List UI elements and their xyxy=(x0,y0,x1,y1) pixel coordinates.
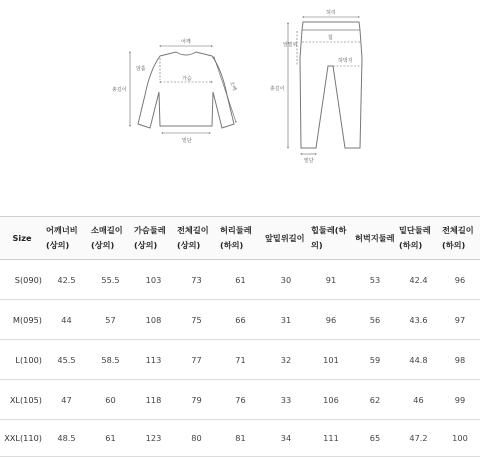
table-cell: 99 xyxy=(440,380,480,420)
chest-label: 가슴 xyxy=(182,76,192,82)
table-cell: 32 xyxy=(263,340,309,380)
table-cell: 101 xyxy=(309,340,353,380)
table-cell: 34 xyxy=(263,420,309,457)
thigh-label: 허벅지 xyxy=(338,58,353,64)
table-cell: 60 xyxy=(89,380,132,420)
table-cell: 44 xyxy=(44,300,89,340)
shoulder-label: 어깨 xyxy=(181,39,191,45)
table-cell: 42.5 xyxy=(44,260,89,300)
table-cell: 100 xyxy=(440,420,480,457)
table-cell: 43.6 xyxy=(397,300,440,340)
table-cell: 55.5 xyxy=(89,260,132,300)
table-cell: 75 xyxy=(175,300,218,340)
bottom-garment-diagram xyxy=(270,9,362,164)
table-header-row xyxy=(0,217,480,260)
table-cell: 48.5 xyxy=(44,420,89,457)
pants-hem-label: 밑단 xyxy=(304,158,314,164)
top-garment-outline xyxy=(138,52,234,128)
table-cell: 80 xyxy=(175,420,218,457)
table-cell: 77 xyxy=(175,340,218,380)
table-row xyxy=(0,340,480,380)
table-cell: 30 xyxy=(263,260,309,300)
table-cell: 111 xyxy=(309,420,353,457)
table-cell: 113 xyxy=(132,340,175,380)
diagram-canvas xyxy=(0,0,480,175)
body-length-label: 총길이 xyxy=(112,87,127,93)
table-cell: 56 xyxy=(353,300,397,340)
top-hem-label: 밑단 xyxy=(182,138,192,144)
table-cell: 73 xyxy=(175,260,218,300)
pants-length-label: 총길이 xyxy=(270,86,285,92)
table-cell: 81 xyxy=(218,420,263,457)
column-header: 전체길이(하의) xyxy=(440,217,480,260)
column-header: 가슴둘레(상의) xyxy=(132,217,175,260)
table-row xyxy=(0,380,480,420)
table-cell: 53 xyxy=(353,260,397,300)
table-cell: 98 xyxy=(440,340,480,380)
table-cell: 58.5 xyxy=(89,340,132,380)
size-cell: M(095) xyxy=(0,300,44,340)
table-row xyxy=(0,260,480,300)
table-cell: 106 xyxy=(309,380,353,420)
table-cell: 62 xyxy=(353,380,397,420)
table-row xyxy=(0,300,480,340)
column-header: 전체길이(상의) xyxy=(175,217,218,260)
table-cell: 42.4 xyxy=(397,260,440,300)
size-cell: S(090) xyxy=(0,260,44,300)
column-header: 소매길이(상의) xyxy=(89,217,132,260)
table-cell: 31 xyxy=(263,300,309,340)
table-cell: 71 xyxy=(218,340,263,380)
table-cell: 59 xyxy=(353,340,397,380)
hip-label: 힙 xyxy=(328,35,333,41)
table-cell: 45.5 xyxy=(44,340,89,380)
table-cell: 103 xyxy=(132,260,175,300)
column-header: 앞밑위길이 xyxy=(263,217,309,260)
table-cell: 61 xyxy=(89,420,132,457)
table-row xyxy=(0,420,480,457)
table-cell: 79 xyxy=(175,380,218,420)
table-cell: 118 xyxy=(132,380,175,420)
column-header: 허벅지둘레 xyxy=(353,217,397,260)
column-header: 힙둘레(하의) xyxy=(309,217,353,260)
table-cell: 97 xyxy=(440,300,480,340)
table-cell: 61 xyxy=(218,260,263,300)
table-cell: 44.8 xyxy=(397,340,440,380)
column-header: Size xyxy=(0,217,44,260)
table-cell: 108 xyxy=(132,300,175,340)
front-rise-label: 앞밑위 xyxy=(283,42,298,48)
table-cell: 96 xyxy=(440,260,480,300)
table-cell: 96 xyxy=(309,300,353,340)
table-cell: 47.2 xyxy=(397,420,440,457)
size-cell: XXL(110) xyxy=(0,420,44,457)
waist-label: 허리 xyxy=(326,10,336,16)
column-header: 허리둘레(하의) xyxy=(218,217,263,260)
size-cell: XL(105) xyxy=(0,380,44,420)
size-cell: L(100) xyxy=(0,340,44,380)
sleeve-label: 소매 xyxy=(228,80,238,92)
table-cell: 46 xyxy=(397,380,440,420)
top-garment-diagram xyxy=(112,38,238,144)
armhole-label: 암홀 xyxy=(136,66,146,72)
table-cell: 33 xyxy=(263,380,309,420)
column-header: 어깨너비(상의) xyxy=(44,217,89,260)
table-cell: 47 xyxy=(44,380,89,420)
table-cell: 66 xyxy=(218,300,263,340)
table-cell: 65 xyxy=(353,420,397,457)
table-cell: 76 xyxy=(218,380,263,420)
size-table xyxy=(0,216,480,457)
table-cell: 91 xyxy=(309,260,353,300)
column-header: 밑단둘레(하의) xyxy=(397,217,440,260)
table-cell: 123 xyxy=(132,420,175,457)
measurement-diagrams xyxy=(0,0,480,175)
table-cell: 57 xyxy=(89,300,132,340)
